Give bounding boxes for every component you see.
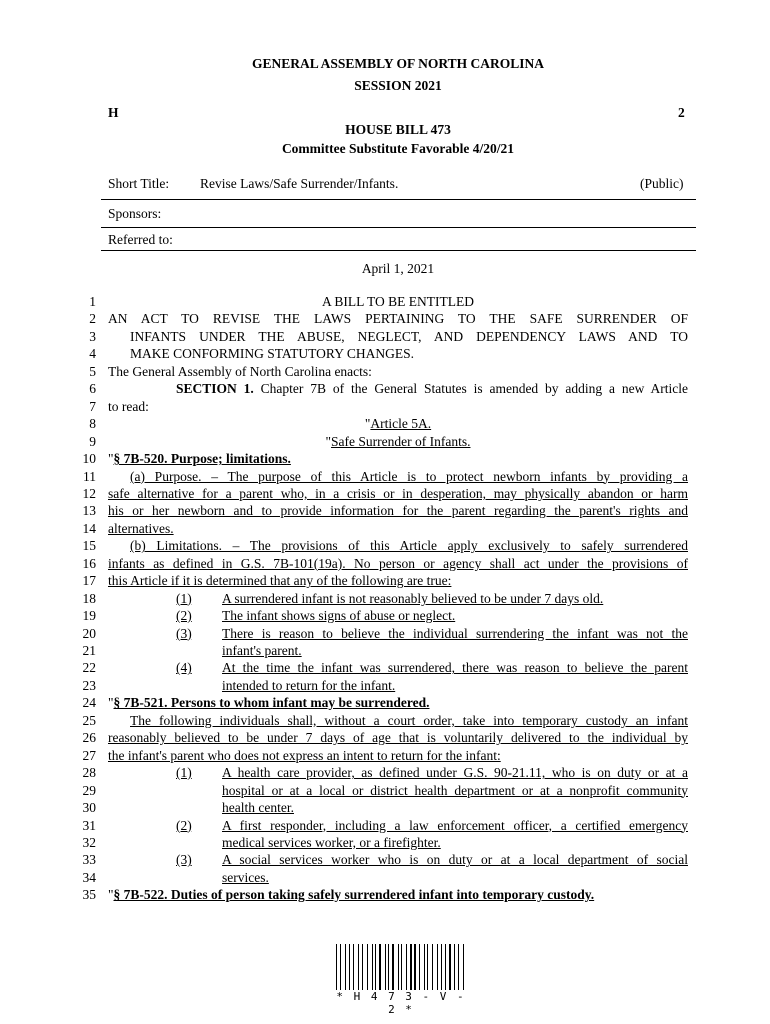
bill-line xyxy=(108,310,688,327)
committee-status: Committee Substitute Favorable 4/20/21 xyxy=(281,141,515,156)
barcode-bar xyxy=(342,944,343,990)
barcode-bar xyxy=(463,944,464,990)
barcode-bar xyxy=(443,944,444,990)
bill-line-text: (3) xyxy=(176,852,192,868)
barcode-bar xyxy=(427,944,428,990)
bill-line-text: (4) xyxy=(176,660,192,676)
barcode-bar xyxy=(410,944,412,990)
bill-line-text: health center. xyxy=(222,800,294,816)
barcode-bar xyxy=(358,944,359,990)
barcode-bar xyxy=(336,944,337,990)
line-number: 1 xyxy=(89,294,96,309)
bill-line-text: A first responder, including a law enforcement officer, a certified emergency xyxy=(222,817,688,833)
bill-line xyxy=(108,450,688,467)
bill-line xyxy=(108,694,688,711)
barcode-bar xyxy=(441,944,442,990)
barcode-bar xyxy=(424,944,425,990)
bill-line xyxy=(108,572,688,589)
item-text xyxy=(222,851,688,868)
bill-line-text: § 7B-521. Persons to whom infant may be surrendered. xyxy=(113,695,430,711)
bill-line xyxy=(108,502,688,519)
bill-line xyxy=(130,712,688,729)
barcode-bar xyxy=(425,944,426,990)
barcode-bar xyxy=(414,944,415,990)
barcode-bar xyxy=(360,944,361,990)
line-number: 22 xyxy=(82,660,96,676)
line-number: 14 xyxy=(82,520,96,536)
bill-line-text: to read: xyxy=(108,398,149,414)
bill-line-text: (a) Purpose. – The purpose of this Article is to protect newborn infants by providing a xyxy=(130,468,688,484)
barcode-bar xyxy=(452,944,453,990)
bill-line xyxy=(222,782,688,799)
line-number: 9 xyxy=(89,433,96,449)
item-text xyxy=(222,764,688,781)
line-number: 33 xyxy=(82,852,96,868)
barcode-bar xyxy=(421,944,422,990)
line-number: 18 xyxy=(82,590,96,606)
line-number: 15 xyxy=(82,538,96,554)
bill-line xyxy=(108,485,688,502)
line-number: 8 xyxy=(89,416,96,432)
barcode-text: * H 4 7 3 - V - 2 * xyxy=(336,990,466,1016)
barcode-bar xyxy=(388,944,389,990)
bill-line-text: " xyxy=(108,451,114,467)
line-number: 27 xyxy=(82,747,96,763)
bill-line-text: A BILL TO BE ENTITLED xyxy=(322,294,474,309)
barcode-bar xyxy=(352,944,353,990)
bill-line xyxy=(222,869,688,886)
referred-label: Referred to: xyxy=(108,232,173,247)
bill-line-text: The General Assembly of North Carolina enacts: xyxy=(108,363,372,379)
line-number: 16 xyxy=(82,555,96,571)
bill-line-text: infants as defined in G.S. 7B-101(19a). No person or agency shall act under the provisions of xyxy=(108,555,688,571)
bill-number: HOUSE BILL 473 xyxy=(345,122,451,137)
barcode-bar xyxy=(449,944,451,990)
barcode-bar xyxy=(372,944,373,990)
bill-line-text: hospital or at a local or district health department or at a nonprofit community xyxy=(222,782,688,798)
rule-3 xyxy=(101,250,696,251)
short-title-value: Revise Laws/Safe Surrender/Infants. xyxy=(200,176,399,191)
bill-line-text: (b) Limitations. – The provisions of this Article apply exclusively to safely surrendered xyxy=(130,538,688,554)
barcode-bar xyxy=(447,944,448,990)
assembly-title: GENERAL ASSEMBLY OF NORTH CAROLINA xyxy=(251,56,545,71)
line-number: 17 xyxy=(82,573,96,589)
line-number: 6 xyxy=(89,381,96,397)
public-tag: (Public) xyxy=(640,176,684,191)
bill-line xyxy=(222,834,688,851)
item-text xyxy=(222,817,688,834)
bill-line xyxy=(108,363,688,380)
barcode-bar xyxy=(413,944,414,990)
bill-line-text: " xyxy=(325,433,332,449)
bill-line-text: (2) xyxy=(176,608,192,624)
bill-line-text: There is reason to believe the individual surrendering the infant was not the xyxy=(222,625,688,641)
barcode-bar xyxy=(391,944,392,990)
bill-line-text: medical services worker, or a firefighter. xyxy=(222,834,441,850)
bill-line xyxy=(130,468,688,485)
bill-line xyxy=(222,677,688,694)
line-number: 2 xyxy=(89,311,96,327)
barcode-bar xyxy=(400,944,401,990)
barcode-bar xyxy=(395,944,397,990)
barcode-bar xyxy=(401,944,402,990)
barcode-bar xyxy=(418,944,419,990)
line-number: 20 xyxy=(82,625,96,641)
bill-line-text: safe alternative for a parent who, in a crisis or in desperation, may physically abandon or harm xyxy=(108,485,688,501)
barcode-bar xyxy=(437,944,438,990)
barcode-bar xyxy=(465,944,466,990)
bill-line-text: INFANTS UNDER THE ABUSE, NEGLECT, AND DEPENDENCY LAWS AND TO xyxy=(130,328,688,344)
barcode-bar xyxy=(434,944,435,990)
barcode-bar xyxy=(345,944,346,990)
barcode-bar xyxy=(373,944,374,990)
bill-line-text: (1) xyxy=(176,590,192,606)
bill-line-text: A surrendered infant is not reasonably believed to be under 7 days old. xyxy=(222,590,604,606)
bill-date: April 1, 2021 xyxy=(361,261,435,276)
bill-line-text: reasonably believed to be under 7 days of age that is voluntarily delivered to the individual by xyxy=(108,730,688,746)
bill-line xyxy=(222,642,688,659)
bill-line-text: (3) xyxy=(176,625,192,641)
bill-line-text: (2) xyxy=(176,817,192,833)
line-number: 24 xyxy=(82,695,96,711)
barcode-bar xyxy=(365,944,366,990)
line-number: 35 xyxy=(82,887,96,903)
bill-line xyxy=(108,433,688,450)
session-title: SESSION 2021 xyxy=(354,78,442,93)
barcode-bar xyxy=(419,944,420,990)
line-number: 29 xyxy=(82,782,96,798)
barcode-bar xyxy=(339,944,340,990)
short-title-label: Short Title: xyxy=(108,176,170,191)
line-number: 4 xyxy=(89,346,96,362)
line-number: 21 xyxy=(82,643,96,658)
bill-line-text: " xyxy=(364,416,371,432)
barcode-bar xyxy=(355,944,356,990)
bill-line-text: this Article if it is determined that any of the following are true: xyxy=(108,573,452,589)
barcode-bar xyxy=(353,944,354,990)
barcode-bar xyxy=(369,944,370,990)
barcode-bar xyxy=(406,944,407,990)
bill-line-text: The following individuals shall, without a court order, take into temporary custody an infant xyxy=(130,712,688,728)
line-number: 26 xyxy=(82,730,96,746)
bill-line-text: AN ACT TO REVISE THE LAWS PERTAINING TO THE SAFE SURRENDER OF xyxy=(108,311,688,327)
barcode-bar xyxy=(362,944,364,990)
bill-line xyxy=(176,380,688,397)
bill-line-text: his or her newborn and to provide information for the parent regarding the parent's rights and xyxy=(108,503,688,519)
line-number: 30 xyxy=(82,800,96,816)
barcode-bar xyxy=(404,944,405,990)
barcode-image xyxy=(336,944,466,990)
barcode-bar xyxy=(378,944,379,990)
bill-line xyxy=(222,799,688,816)
barcode-bar xyxy=(458,944,459,990)
line-number: 10 xyxy=(82,451,96,467)
bill-line-text: Article 5A. xyxy=(370,416,432,432)
bill-line-text: services. xyxy=(222,869,269,885)
bill-line-text: A health care provider, as defined under G.S. 90-21.11, who is on duty or at a xyxy=(222,765,688,781)
bill-line xyxy=(130,328,688,345)
bill-line-text: The infant shows signs of abuse or neglect. xyxy=(222,608,456,624)
line-number: 12 xyxy=(82,485,96,501)
barcode-bar xyxy=(445,944,446,990)
line-number: 34 xyxy=(82,869,96,885)
barcode-bar xyxy=(346,944,348,990)
bill-line-text: § 7B-522. Duties of person taking safely surrendered infant into temporary custody. xyxy=(113,887,595,903)
bill-line xyxy=(108,729,688,746)
line-number: 19 xyxy=(82,608,96,624)
bill-line-text: alternatives. xyxy=(108,520,174,536)
bill-line xyxy=(108,555,688,572)
barcode-bar xyxy=(454,944,455,990)
bill-line-text: Safe Surrender of Infants. xyxy=(331,433,471,449)
bill-line-text: the infant's parent who does not express an intent to return for the infant: xyxy=(108,747,501,763)
item-text xyxy=(222,590,688,607)
line-number: 13 xyxy=(82,503,96,519)
sponsors-label: Sponsors: xyxy=(108,206,162,221)
line-number: 31 xyxy=(82,817,96,833)
barcode-bar xyxy=(432,944,433,990)
bill-line xyxy=(108,520,688,537)
bill-line xyxy=(108,415,688,432)
line-number: 28 xyxy=(82,765,96,781)
item-text xyxy=(222,607,688,624)
barcode-bar xyxy=(340,944,341,990)
rule-2 xyxy=(101,227,696,228)
line-number: 23 xyxy=(82,677,96,693)
bill-line-text: MAKE CONFORMING STATUTORY CHANGES. xyxy=(130,346,414,362)
bill-line xyxy=(130,345,688,362)
line-number: 7 xyxy=(89,398,96,414)
line-number: 25 xyxy=(82,712,96,728)
bill-line-text: infant's parent. xyxy=(222,643,302,658)
line-number: 11 xyxy=(83,468,96,484)
bill-line xyxy=(108,747,688,764)
line-number: 5 xyxy=(89,363,96,379)
chamber-marker: H xyxy=(108,105,119,120)
barcode-bar xyxy=(379,944,381,990)
bill-line xyxy=(108,398,688,415)
line-number: 32 xyxy=(82,834,96,850)
version-number: 2 xyxy=(678,105,685,120)
barcode-bar xyxy=(367,944,368,990)
bill-line-text: Chapter 7B of the General Statutes is amended by adding a new Article xyxy=(253,381,689,397)
bill-line-text: § 7B-520. Purpose; limitations. xyxy=(113,451,291,467)
bill-line-text: A social services worker who is on duty or at a local department of social xyxy=(222,852,688,868)
bill-line xyxy=(130,537,688,554)
barcode-bar xyxy=(386,944,387,990)
bill-line-text: At the time the infant was surrendered, there was reason to believe the parent xyxy=(222,660,688,676)
bill-line-text: (1) xyxy=(176,765,192,781)
barcode-bar xyxy=(385,944,386,990)
barcode-bar xyxy=(460,944,461,990)
barcode-bar xyxy=(398,944,399,990)
rule-1 xyxy=(101,199,696,200)
item-text xyxy=(222,625,688,642)
bill-line-text: intended to return for the infant. xyxy=(222,677,396,693)
line-number: 3 xyxy=(89,328,96,344)
barcode-bar xyxy=(456,944,457,990)
item-text xyxy=(222,659,688,676)
barcode-bar xyxy=(438,944,439,990)
barcode-bar xyxy=(392,944,393,990)
bill-line-text: " xyxy=(108,887,114,903)
bill-line xyxy=(108,886,688,903)
barcode-bar xyxy=(375,944,376,990)
barcode-bar xyxy=(349,944,350,990)
barcode-bar xyxy=(382,944,383,990)
barcode-bar xyxy=(429,944,431,990)
bill-line xyxy=(108,293,688,310)
barcode-bar xyxy=(408,944,409,990)
bill-line-text: SECTION 1. xyxy=(176,381,254,397)
bill-line-text: " xyxy=(108,695,114,711)
